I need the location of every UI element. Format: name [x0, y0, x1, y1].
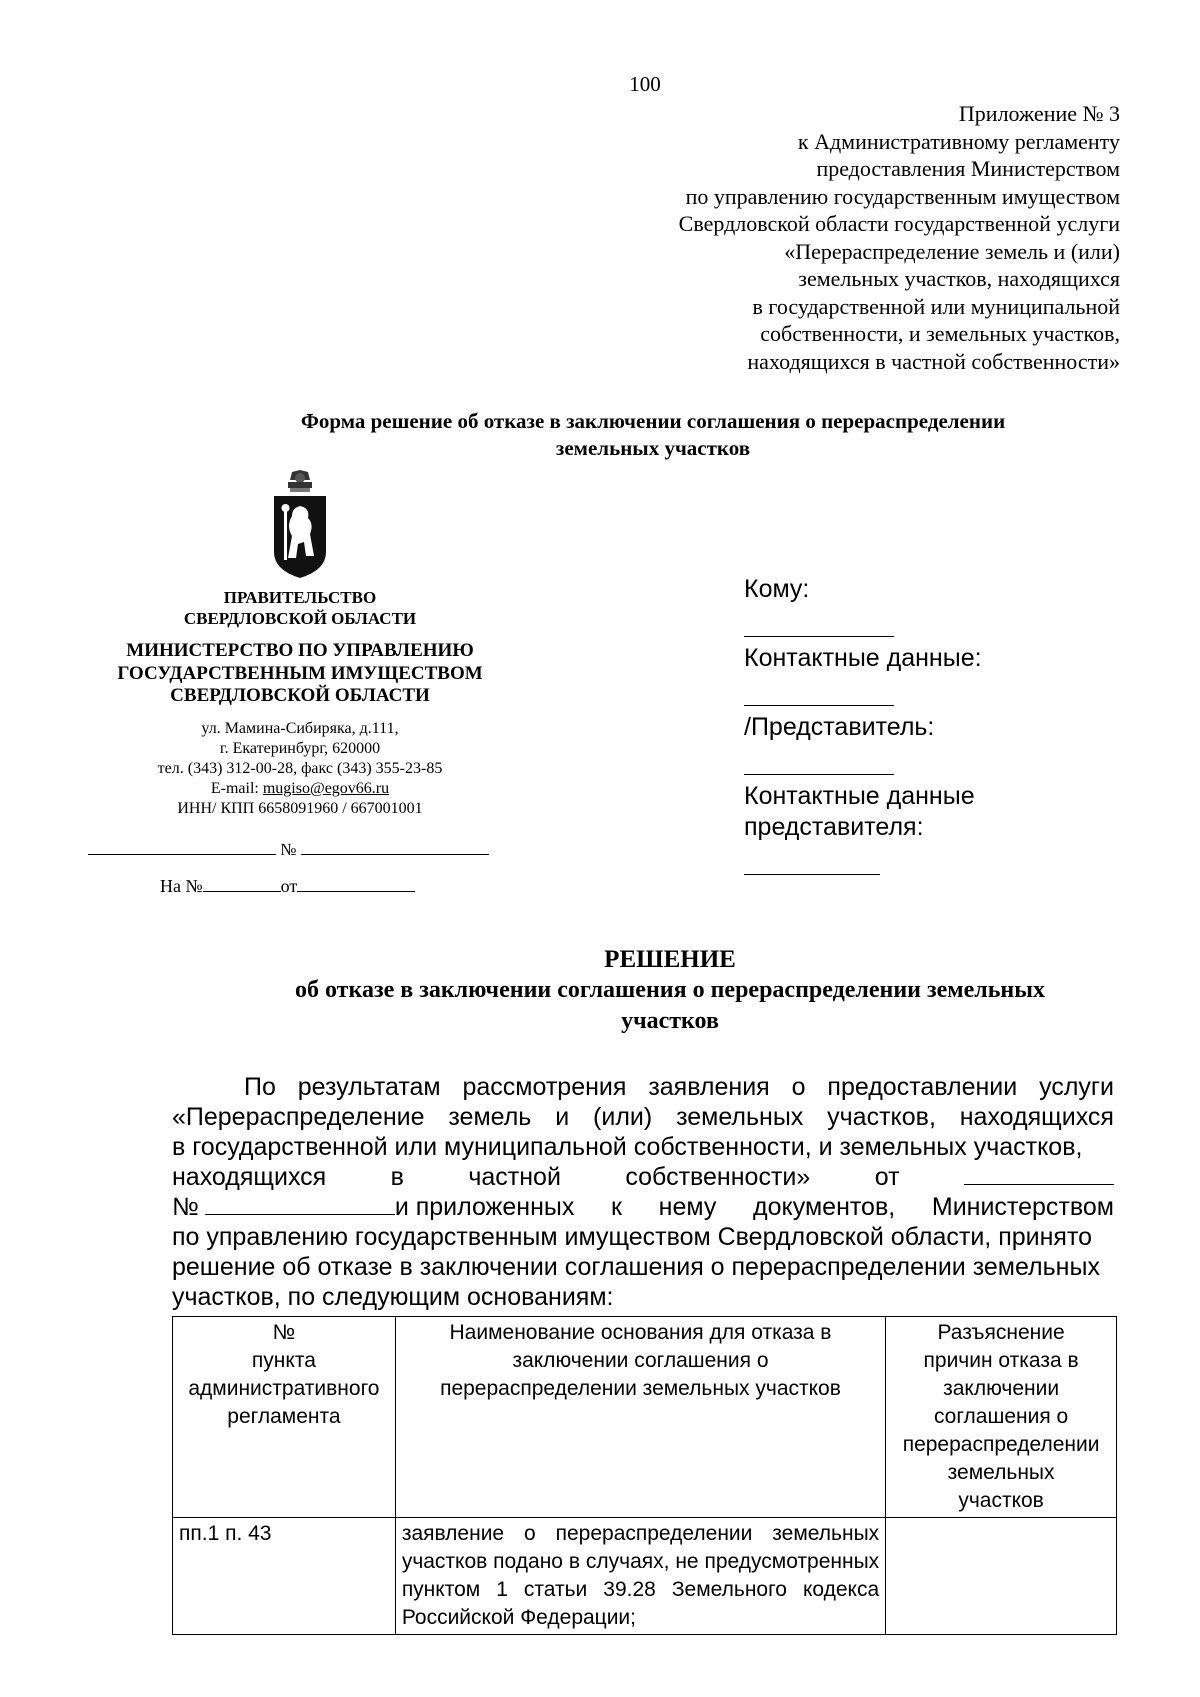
phones: тел. (343) 312-00-28, факс (343) 355-23-85 — [157, 760, 443, 777]
table-row — [173, 1518, 1117, 1635]
to-blank[interactable] — [744, 605, 894, 637]
word: заявления — [648, 1073, 770, 1101]
appendix-line: «Перераспределение земель и (или) — [784, 238, 1120, 264]
decision-title — [240, 944, 1100, 1037]
word: нему — [658, 1193, 717, 1221]
representative-label: /Представитель: — [744, 713, 935, 741]
body-line — [172, 1132, 1114, 1162]
rep-contacts-label: Контактные данные — [744, 782, 975, 810]
ministry-line: МИНИСТЕРСТВО ПО УПРАВЛЕНИЮ — [126, 640, 474, 661]
header-line: пункта — [251, 1349, 316, 1372]
word: предоставлении — [827, 1073, 1018, 1101]
appendix-line: Свердловской области государственной услуги — [678, 211, 1120, 236]
to-label: Кому: — [744, 575, 810, 603]
registration-line — [88, 838, 508, 860]
header-line: земельных — [947, 1461, 1055, 1484]
form-title-line: Форма решение об отказе в заключении соглашения о перераспределении — [300, 409, 1006, 433]
body-line: решение об отказе в заключении соглашения о перераспределении земельных — [172, 1253, 1100, 1281]
contacts-label: Контактные данные: — [744, 644, 982, 672]
appendix-line: по управлению государственным имуществом — [685, 183, 1120, 209]
word: документов, — [753, 1193, 896, 1221]
header-line: заключении — [943, 1377, 1060, 1400]
inn-kpp: ИНН/ КПП 6658091960 / 667001001 — [177, 800, 423, 817]
ref-number-blank[interactable] — [203, 875, 281, 892]
ref-date-blank[interactable] — [297, 875, 415, 892]
government-line: СВЕРДЛОВСКОЙ ОБЛАСТИ — [183, 609, 417, 628]
ot-label: от — [280, 876, 298, 896]
rep-contacts-blank[interactable] — [744, 843, 880, 875]
appendix-line: в государственной или муниципальной — [752, 293, 1120, 319]
decision-heading: РЕШЕНИЕ — [604, 946, 736, 973]
form-title-line: земельных участков — [555, 436, 751, 460]
column-header-reason — [395, 1317, 885, 1518]
word: находящихся — [959, 1103, 1114, 1131]
table-header-row — [173, 1317, 1117, 1518]
word: частной — [468, 1163, 561, 1191]
decision-subtitle: об отказе в заключении соглашения о перераспределении земельных — [295, 977, 1045, 1003]
header-line: перераспределении земельных участков — [440, 1377, 841, 1400]
clause-cell: пп.1 п. 43 — [173, 1518, 396, 1635]
ministry-name — [90, 640, 510, 708]
explanation-cell[interactable] — [886, 1518, 1117, 1635]
government-line: ПРАВИТЕЛЬСТВО — [223, 588, 377, 607]
reference-line — [160, 875, 460, 897]
na-label: На № — [160, 876, 203, 896]
body-line — [172, 1072, 1114, 1102]
appendix-block — [560, 100, 1120, 375]
application-date-blank[interactable] — [964, 1162, 1114, 1185]
form-title — [160, 408, 1146, 462]
appendix-line: собственности, и земельных участков, — [760, 321, 1120, 346]
word: (или) — [593, 1103, 653, 1131]
representative-blank[interactable] — [744, 743, 894, 775]
word: и — [555, 1103, 570, 1131]
application-number-blank[interactable] — [205, 1192, 395, 1215]
header-line: соглашения о — [933, 1405, 1069, 1428]
word: собственности» — [625, 1163, 811, 1191]
decision-subtitle: участков — [621, 1008, 719, 1034]
email-link[interactable]: mugiso@egov66.ru — [262, 780, 390, 797]
coat-of-arms-icon — [270, 470, 330, 580]
appendix-line: находящихся в частной собственности» — [747, 348, 1120, 374]
header-line: перераспределении — [902, 1433, 1100, 1456]
contacts-blank[interactable] — [744, 674, 894, 706]
word: находящихся — [172, 1163, 327, 1191]
reg-number-blank[interactable] — [301, 838, 489, 855]
ministry-line: ГОСУДАРСТВЕННЫМ ИМУЩЕСТВОМ — [117, 662, 483, 684]
word: о — [791, 1073, 806, 1101]
word: в — [390, 1163, 404, 1191]
body-line: участков, по следующим основаниям: — [172, 1283, 614, 1311]
header-line: регламента — [227, 1405, 341, 1428]
body-line: по управлению государственным имуществом Свердловской области, принято — [172, 1223, 1093, 1251]
word: земельных — [676, 1103, 804, 1131]
word: земель — [448, 1103, 532, 1131]
word: По — [244, 1073, 276, 1101]
page-number: 100 — [629, 72, 661, 96]
word: от — [874, 1163, 900, 1191]
word: результатам — [297, 1073, 441, 1101]
column-header-clause — [173, 1317, 396, 1518]
appendix-line: предоставления Министерством — [816, 156, 1120, 181]
reason-cell: заявление о перераспределении земельных участков подано в случаях, не предусмотренных пунктом 1 статьи 39.28 Земельного кодекса Российской Федерации; — [395, 1518, 885, 1635]
appendix-line: к Административному регламенту — [797, 128, 1120, 154]
appendix-line: земельных участков, находящихся — [798, 266, 1120, 291]
email-label: E-mail: — [210, 780, 263, 797]
header-line: Наименование основания для отказа в — [449, 1321, 832, 1344]
body-line — [172, 1162, 1114, 1192]
ministry-line: СВЕРДЛОВСКОЙ ОБЛАСТИ — [170, 685, 430, 706]
word: услуги — [1039, 1073, 1114, 1101]
header-line: № — [272, 1321, 296, 1344]
body-line-text: в государственной или муниципальной собственности, и земельных участков, — [172, 1133, 1083, 1161]
body-line — [172, 1102, 1114, 1132]
rep-contacts-label-2: представителя: — [744, 813, 924, 841]
word: рассмотрения — [462, 1073, 627, 1101]
government-name — [90, 587, 510, 629]
word: «Перераспределение — [172, 1103, 425, 1131]
decision-body — [172, 1072, 1114, 1312]
column-header-explanation — [886, 1317, 1117, 1518]
email-line — [90, 779, 510, 799]
word: и приложенных — [394, 1193, 575, 1221]
number-sign: № — [172, 1193, 199, 1221]
header-line: административного — [188, 1377, 380, 1400]
recipient-block — [744, 574, 1144, 875]
reg-date-blank[interactable] — [88, 838, 276, 855]
header-line: Разъяснение — [937, 1321, 1065, 1344]
address-line: ул. Мамина-Сибиряка, д.111, — [201, 720, 399, 737]
body-line — [172, 1192, 1114, 1222]
word: Министерством — [931, 1193, 1114, 1221]
header-line: участков — [958, 1489, 1044, 1512]
word: участков, — [827, 1103, 936, 1131]
address-line: г. Екатеринбург, 620000 — [219, 740, 381, 757]
number-sign: № — [280, 840, 297, 859]
appendix-line: Приложение № 3 — [958, 101, 1120, 126]
word: к — [611, 1193, 622, 1221]
header-line: причин отказа в — [923, 1349, 1079, 1372]
refusal-reasons-table — [172, 1316, 1117, 1635]
header-line: заключении соглашения о — [512, 1349, 769, 1372]
ministry-address — [90, 719, 510, 819]
